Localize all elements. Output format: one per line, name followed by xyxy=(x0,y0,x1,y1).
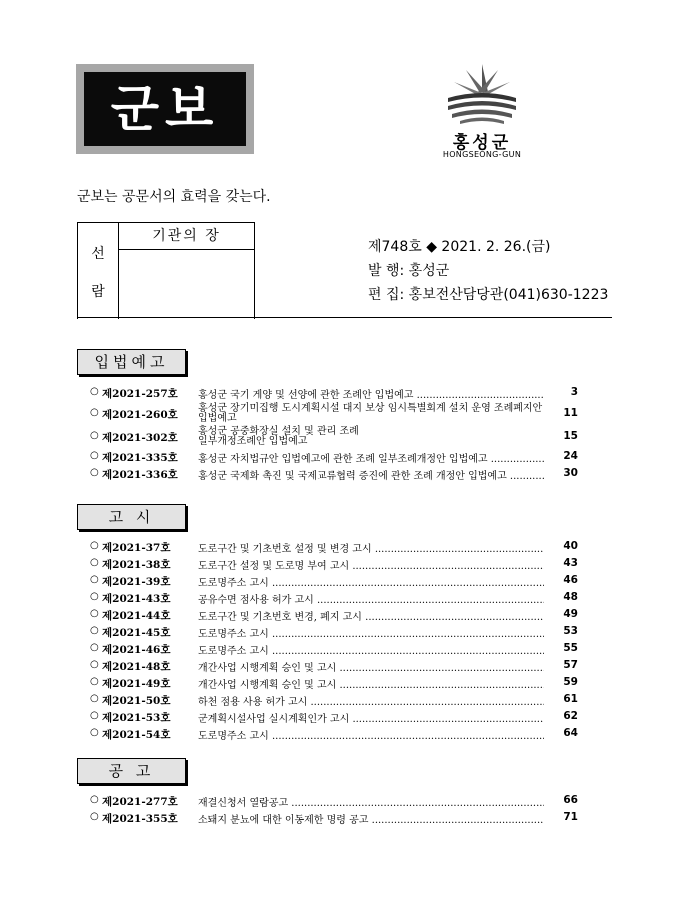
toc-page: 3 xyxy=(570,386,578,398)
toc-title: 홍성군 자치법규안 입법예고에 관한 조례 일부조례개정안 입법예고 ..... xyxy=(198,450,544,465)
bullet: ○ xyxy=(90,608,99,619)
toc-page: 66 xyxy=(563,794,578,806)
toc-row[interactable] xyxy=(90,710,590,726)
toc-code: 제2021-302호 xyxy=(102,432,178,444)
toc-title: 홍성군 국기 게양 및 선양에 관한 조례안 입법예고 ..... xyxy=(198,386,544,401)
toc-row[interactable] xyxy=(90,591,590,607)
toc-row[interactable] xyxy=(90,659,590,675)
section-head-notice: 고 시 xyxy=(77,504,186,530)
toc-row[interactable] xyxy=(90,540,590,556)
toc-row[interactable] xyxy=(90,403,590,425)
toc-title-line1: 홍성군 공중화장실 설치 및 관리 조례 xyxy=(198,426,359,437)
toc-page: 71 xyxy=(563,811,578,823)
bullet: ○ xyxy=(90,574,99,585)
issue-number-date: 제748호 ◆ 2021. 2. 26.(금) xyxy=(368,239,551,255)
hongseong-logo-icon xyxy=(442,62,522,128)
bullet: ○ xyxy=(90,430,99,441)
issue-editor: 편 집: 홍보전산담당관(041)630-1223 xyxy=(368,287,609,303)
toc-page: 48 xyxy=(563,591,578,603)
toc-page: 11 xyxy=(563,407,578,419)
toc-row[interactable] xyxy=(90,557,590,573)
toc-row[interactable] xyxy=(90,426,590,448)
toc-row[interactable] xyxy=(90,450,590,466)
toc-code: 제2021-39호 xyxy=(102,576,171,588)
toc-code: 제2021-277호 xyxy=(102,796,178,808)
toc-page: 62 xyxy=(563,710,578,722)
toc-code: 제2021-335호 xyxy=(102,452,178,464)
bullet: ○ xyxy=(90,676,99,687)
toc-row[interactable] xyxy=(90,676,590,692)
issue-publisher: 발 행: 홍성군 xyxy=(368,263,450,279)
header-divider xyxy=(77,317,612,318)
toc-title: 도로명주소 고시 ..... xyxy=(198,727,544,742)
toc-code: 제2021-43호 xyxy=(102,593,171,605)
review-box xyxy=(77,222,255,319)
toc-page: 15 xyxy=(563,430,578,442)
bullet: ○ xyxy=(90,591,99,602)
toc-code: 제2021-48호 xyxy=(102,661,171,673)
toc-page: 49 xyxy=(563,608,578,620)
toc-title: 도로구간 설정 및 도로명 부여 고시 ..... xyxy=(198,557,544,572)
toc-code: 제2021-260호 xyxy=(102,409,178,421)
toc-page: 46 xyxy=(563,574,578,586)
toc-row[interactable] xyxy=(90,608,590,624)
bullet: ○ xyxy=(90,642,99,653)
bullet: ○ xyxy=(90,386,99,397)
toc-code: 제2021-54호 xyxy=(102,729,171,741)
toc-title: 소돼지 분뇨에 대한 이동제한 명령 공고 ..... xyxy=(198,811,544,826)
toc-title-line1: 홍성군 장기미집행 도시계획시설 대지 보상 임시특별회계 설치 운영 조례폐지안 xyxy=(198,403,543,414)
toc-code: 제2021-38호 xyxy=(102,559,171,571)
toc-page: 53 xyxy=(563,625,578,637)
review-label-bottom: 람 xyxy=(91,284,105,300)
bullet: ○ xyxy=(90,693,99,704)
toc-title: 개간사업 시행계획 승인 및 고시 ..... xyxy=(198,659,544,674)
motto: 군보는 공문서의 효력을 갖는다. xyxy=(77,189,271,205)
toc-code: 제2021-49호 xyxy=(102,678,171,690)
publication-title-box xyxy=(76,64,254,154)
bullet: ○ xyxy=(90,540,99,551)
toc-code: 제2021-46호 xyxy=(102,644,171,656)
logo-name: 홍성군 xyxy=(452,133,512,153)
toc-row[interactable] xyxy=(90,727,590,743)
toc-title: 공유수면 점사용 허가 고시 ..... xyxy=(198,591,544,606)
toc-title: 홍성군 국제화 촉진 및 국제교류협력 증진에 관한 조례 개정안 입법예고 ..... xyxy=(198,467,544,482)
toc-row[interactable] xyxy=(90,467,590,483)
toc-page: 59 xyxy=(563,676,578,688)
review-head: 기관의 장 xyxy=(119,223,254,250)
toc-title-line2: 입법예고 xyxy=(198,413,237,424)
toc-title: 하천 점용 사용 허가 고시 ..... xyxy=(198,693,544,708)
toc-page: 57 xyxy=(563,659,578,671)
bullet: ○ xyxy=(90,727,99,738)
toc-title: 도로명주소 고시 ..... xyxy=(198,642,544,657)
bullet: ○ xyxy=(90,659,99,670)
review-label-top: 선 xyxy=(91,246,105,262)
section-head-legislative: 입법예고 xyxy=(77,349,186,375)
bullet: ○ xyxy=(90,450,99,461)
bullet: ○ xyxy=(90,710,99,721)
toc-code: 제2021-37호 xyxy=(102,542,171,554)
toc-title: 도로명주소 고시 ..... xyxy=(198,574,544,589)
publication-title: 군보 xyxy=(84,72,246,146)
bullet: ○ xyxy=(90,467,99,478)
toc-code: 제2021-53호 xyxy=(102,712,171,724)
toc-title: 재결신청서 열람공고 ..... xyxy=(198,794,544,809)
toc-page: 43 xyxy=(563,557,578,569)
toc-page: 40 xyxy=(563,540,578,552)
toc-page: 24 xyxy=(563,450,578,462)
toc-code: 제2021-257호 xyxy=(102,388,178,400)
review-label-column xyxy=(78,223,119,319)
toc-row[interactable] xyxy=(90,574,590,590)
toc-row[interactable] xyxy=(90,642,590,658)
bullet: ○ xyxy=(90,794,99,805)
toc-row[interactable] xyxy=(90,794,590,810)
section-head-announcement: 공 고 xyxy=(77,758,186,784)
bullet: ○ xyxy=(90,407,99,418)
toc-code: 제2021-336호 xyxy=(102,469,178,481)
toc-code: 제2021-45호 xyxy=(102,627,171,639)
toc-title: 군계획시설사업 실시계획인가 고시 ..... xyxy=(198,710,544,725)
toc-code: 제2021-44호 xyxy=(102,610,171,622)
toc-row[interactable] xyxy=(90,386,590,402)
toc-code: 제2021-355호 xyxy=(102,813,178,825)
toc-row[interactable] xyxy=(90,811,590,827)
bullet: ○ xyxy=(90,557,99,568)
toc-code: 제2021-50호 xyxy=(102,695,171,707)
toc-title: 개간사업 시행계획 승인 및 고시 ..... xyxy=(198,676,544,691)
toc-page: 64 xyxy=(563,727,578,739)
logo-subtitle: HONGSEONG-GUN xyxy=(442,150,522,159)
toc-title-line2: 일부개정조례안 입법예고 xyxy=(198,436,308,447)
toc-row[interactable] xyxy=(90,625,590,641)
toc-title: 도로구간 및 기초번호 설정 및 변경 고시 ..... xyxy=(198,540,544,555)
toc-page: 30 xyxy=(563,467,578,479)
bullet: ○ xyxy=(90,811,99,822)
toc-row[interactable] xyxy=(90,693,590,709)
bullet: ○ xyxy=(90,625,99,636)
toc-page: 55 xyxy=(563,642,578,654)
toc-page: 61 xyxy=(563,693,578,705)
toc-title: 도로명주소 고시 ..... xyxy=(198,625,544,640)
toc-title: 도로구간 및 기초번호 변경, 폐지 고시 ..... xyxy=(198,608,544,623)
